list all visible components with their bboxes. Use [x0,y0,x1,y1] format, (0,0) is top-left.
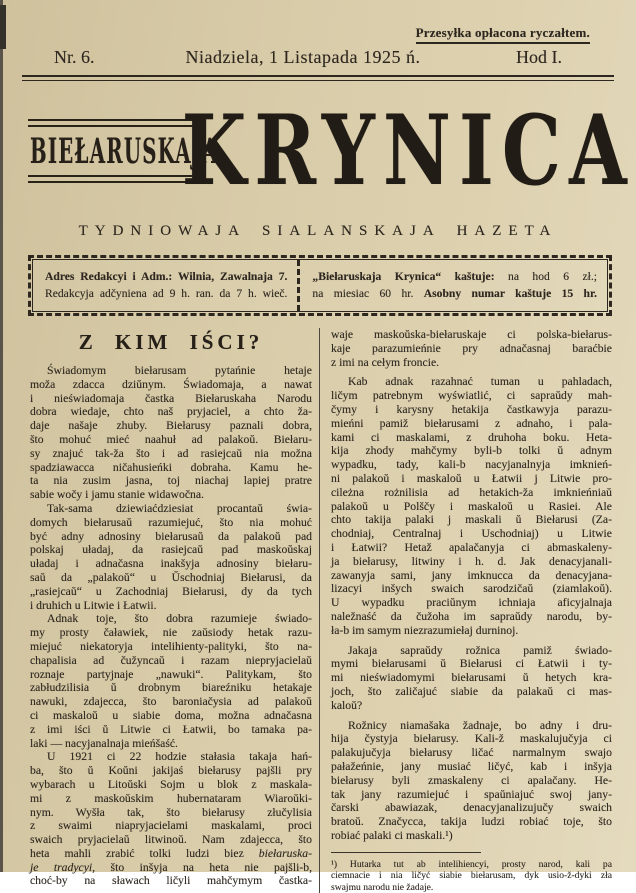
text-line: wypadku, tady, kali-b nacyjanalnyja imknień- [331,458,612,472]
text-line: daje našaje zhuby. Biełarusy paznali dobra, [30,419,312,433]
price-line-1 [312,268,597,285]
text-line: z imi na cełym froncie. [331,355,440,369]
volume-number: Hod I. [516,47,562,67]
newspaper-title: KRYNICA [181,94,635,208]
text-line: swajmu narodu nie žadaje. [331,881,434,893]
masthead-kicker: BIEŁARUSKAJA [30,129,219,172]
kicker-rule-bottom [28,175,200,183]
paragraph [30,502,312,612]
text-line: heta mahli zrabić tolki ludzi biez biełaruska- [30,846,312,860]
text-line: moža zdacca dziŭnym. Świadomaja, a nawat [30,377,312,391]
address-line-2: Redakcyja adčyniena ad 9 h. ran. da 7 h. wieč. [45,287,288,300]
text-line: čymy i karysny hetakija častkawyja parazu- [331,402,612,416]
price-line-2 [312,285,597,302]
price-line-2-bold: Asobny numar kaštuje 15 hr. [423,287,597,300]
paragraph [30,364,312,502]
paragraph [331,375,612,637]
text-line: mi z maskoŭskim hubernataram Wiaroŭki- [30,791,312,805]
text-line: pałažeńnie, jany musiać ličyć, kab i inšyja [331,759,612,773]
info-box-inner [32,259,608,312]
text-line: „rasiejcaŭ“ u Zachodniaj Biełarusi, dy da tych [30,584,312,598]
paragraph [30,750,312,888]
text-line: chodniaj, Centralnaj i Uschodniaj) u Litwie [331,527,612,541]
scan-edge-artifact [0,0,3,872]
price-line-1-regular: na hod 6 zł.; [494,270,597,283]
text-line: Świadomym biełarusam pytańnie hetaje [47,364,312,377]
text-line: z swaimi niapryjacielami maskalami, proci [30,819,312,833]
text-line: swaich pryjacielaŭ litwinoŭ. Nam zdajecca, što [30,833,312,847]
text-line: mymi biełarusami ŭ Biełarusi ci Łatwii i ty- [331,657,612,671]
text-line: tak jany razumiejuć i spaŭniajuć swoj jany- [331,787,612,801]
text-line: chto takija palaki j maskali ŭ Biełarusi (Za- [331,513,612,527]
masthead-kicker-block [28,119,219,183]
text-line: joch, što zaličajuć siabie da palakaŭ ci mas- [331,684,612,698]
price-line-2-regular: na miesiac 60 hr. [312,287,424,300]
text-line: bratoŭ. Značycca, takija ludzi robiać toje, što [331,815,612,829]
text-line: kaje parazumieńnie pry adnačasnaj baraćbie [331,341,612,355]
text-line: wybarach u Litoŭski Sojm u blok z maskala- [30,777,312,791]
text-line: domych biełarusaŭ razumiejuć, što nia mohuć [30,515,312,529]
text-line: mi nieświadomymi biełarusami ŭ hetych kra- [331,671,612,685]
text-line: i druhich u Litwie i Łatwii. [30,598,157,612]
text-line: być adny adnosiny biełarusaŭ da palakoŭ pad [30,529,312,543]
text-line: palakujučyja biełarusy ličać narmalnym swajo [331,746,612,760]
text-line: ličym patrebnym wyświatlić, ci sapraŭdy mah- [331,389,612,403]
dateline [0,47,636,69]
text-line: my prosty čaławiek, nie zaŭsiody hetak razu- [30,626,312,640]
text-line: zawanyja sami, jany imknucca da denacyjana- [331,568,612,582]
text-line: kaloŭ? [331,698,363,712]
text-line: je tradycyi, što inšyja na heta nie pajšli-b, [30,860,313,874]
text-line: palakoŭ u Polščy i maskaloŭ u Rasiei. Ale [331,499,612,513]
kicker-rule-top [28,119,200,127]
text-line: nym. Wyšła tak, što biełarusy złučylisia [30,805,312,819]
paragraph [30,612,312,750]
info-box [28,255,612,316]
text-line: miejuć niekatoryja intelihienty-palityki, što na- [30,639,312,653]
text-line: choć-by na sławach ličyli mahčymym častka- [30,874,312,888]
text-line: U 1921 ci 22 hodzie stałasia takaja hań- [47,750,312,764]
text-line: Adnak toje, što dobra razumieje świado- [47,612,312,626]
text-line: polskaj uładaj, da rasiejcaŭ pad maskoŭskaj [30,543,312,557]
paragraph [331,644,612,713]
text-line: Kab adnak razahnać tuman u pahladach, [348,375,612,389]
issue-date: Niadziela, 1 Listapada 1925 ń. [185,47,421,67]
masthead-title-wrap [181,94,635,208]
text-line: saŭ da „palakoŭ“ u Ŭschodniaj Biełarusi, da [30,570,312,584]
footnote-text [331,859,612,893]
text-line: spadziawacca ničahusieńki dobraha. Kamu he- [30,460,312,474]
text-line: Tak-sama dziewiaćdziesiat procantaŭ świa- [47,501,312,515]
address-block [33,260,297,311]
mailing-notice: Przesyłka opłacona ryczałtem. [416,25,590,44]
address-line-1: Adres Redakcyi i Adm.: Wilnia, Zawalnaja 7. [45,270,288,283]
price-line-1-bold: „Biełaruskaja Krynica“ kaštuje: [312,270,495,283]
text-line: robiać palaki ci maskali.¹) [331,828,453,842]
text-line: kija zhody mahčymy byli-b tolki ŭ adnym [331,444,612,458]
text-line: ba, što ŭ Koŭni jakijaś biełarusy pajšli pry [30,764,312,778]
scan-edge-artifact-top [0,5,6,49]
subscription-block [297,260,607,311]
text-line: U wypadku praciŭnym ichniaja aficyjalnaja [331,596,612,610]
text-line: ci maskaloŭ u siabie doma, možna adnačasna [30,708,312,722]
text-line: roznaje partyjnaje „nawuki“. Palitykam, što [30,667,312,681]
text-line: ta nia zusim jasna, toj niachaj lapiej pratre [30,474,312,488]
text-line: uładaj i adnačasna inakšyja adnosiny biełaru- [30,557,312,571]
paragraph-continuation [331,328,612,369]
text-line: z imi iści ŭ Litwie ci Łatwii, bo tamaka pa- [30,722,312,736]
footnote-block [331,852,612,893]
text-line: mieńni pamiž biełarusami z adnaho, i pala- [331,416,612,430]
text-line: ni palakoŭ i maskaloŭ u Łatwii j Litwie pro- [331,471,612,485]
article-column-right [319,328,612,893]
text-line: ¹) Hutarka tut ab intelihiencyi, prosty narod, kali pa [331,858,612,870]
header-double-rule [22,75,614,81]
article-heading: Z KIM IŚCI? [78,330,264,354]
article-body [30,328,612,893]
text-line: kami ci maskalami, z druhoha boku. Heta- [331,430,612,444]
text-line: sy znajuć tak-ža što i ad rasiejcaŭ nia možna [30,446,312,460]
text-line: chapalisia ad čužyncaŭ i razam niepryjacielaŭ [30,653,312,667]
text-line: i nieświadomaja častka Biełaruskaha Narodu [30,391,312,405]
text-line: hija čystyja biełarusy. Kali-ž maskalujučyja ci [331,732,612,746]
text-line: čarski abawiazak, denacyjanalizujučy swaich [331,801,612,815]
text-line: i Łatwii? Hetaž apalačanyja ci abmaskaleny- [331,540,612,554]
text-line: Rožnicy niamašaka žadnaje, bo adny i dru- [348,718,612,732]
footnote-rule [331,852,481,853]
issue-number: Nr. 6. [54,47,95,67]
text-line: ja biełarusy, litwiny i h. d. Jak denacyjanali- [331,554,612,568]
text-line: ła-b im samym niezrazumiełaj durninoj. [331,623,519,637]
text-line: što mohuć mieć naahuł ad palakoŭ. Biełaru- [30,432,312,446]
text-line: Jakaja sapraŭdy rožnica pamiž świado- [348,643,612,657]
masthead-subtitle: TYDNIOWAJA SIALANSKAJA HAZETA [78,223,558,239]
text-line: biełarusy byli zmaskaleny ci apalačany. He- [331,773,612,787]
text-line: ciemnacie i nia ličyć siabie biełarusam, dyk usio-ž-dyki zła [331,870,612,882]
article-column-left [30,328,319,893]
text-line: waje maskoŭska-biełaruskaje ci polska-biełarus- [331,328,612,341]
masthead [28,94,635,208]
text-line: zabłudzilisia ŭ drobnym biareźniku hetakaje [30,681,312,695]
paragraph [331,719,612,843]
text-line: lizacyi inšych swaich sarodzičaŭ (ziamlakoŭ). [331,582,612,596]
text-line: cileżna rożnilisia ad hetakich-ža imknieńniaŭ [331,485,612,499]
text-line: dobra wiedaje, chto naš pryjaciel, a chto ža- [30,405,312,419]
text-line: naležnaść da čužoha im sapraŭdy narodu, by- [331,609,612,623]
mailing-notice-row [0,0,636,44]
text-line: laki — nacyjanalnaja mieńšaść. [30,736,178,750]
text-line: sabie wočy i jamu stanie widawočna. [30,488,204,502]
text-line: nawuki, zdajecca, što baroniačysia ad palakoŭ [30,695,312,709]
